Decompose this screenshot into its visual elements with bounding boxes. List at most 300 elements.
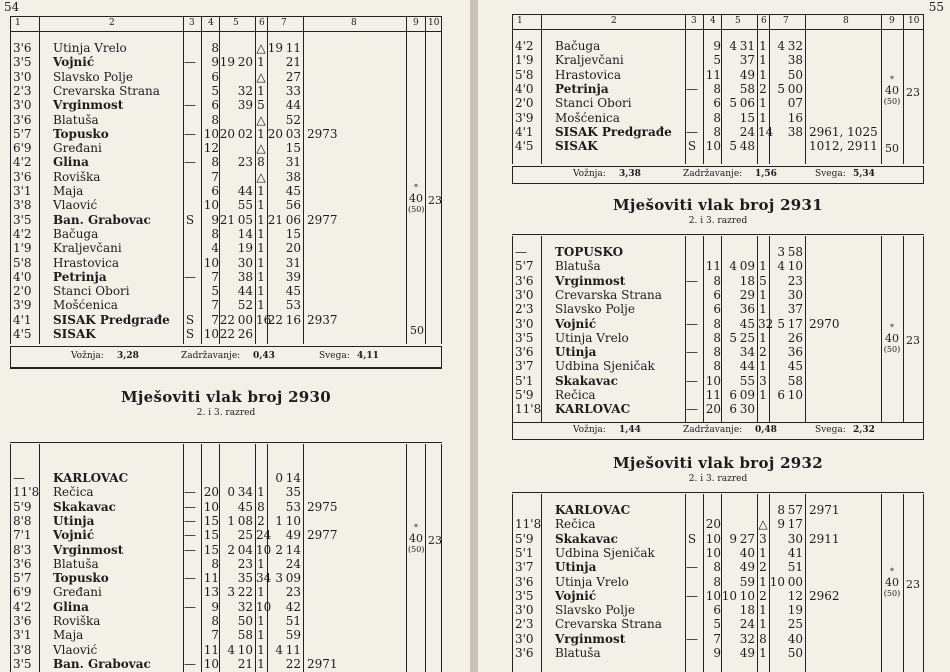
- cell-m7: 17: [787, 316, 803, 331]
- cell-flag: S: [185, 212, 195, 227]
- cell-m7: 38: [285, 169, 301, 184]
- cell-note: 2961, 1025: [809, 124, 878, 139]
- cell-m3: 5: [713, 617, 721, 632]
- cell-m5: 19: [237, 241, 253, 256]
- cell-flag: —: [184, 126, 196, 141]
- summary-stop: 0,48: [755, 425, 777, 435]
- cell-station: Mošćenica: [555, 110, 620, 125]
- cell-h4: 19: [219, 55, 235, 70]
- col-2: 2: [109, 18, 115, 28]
- table-row: [513, 275, 923, 288]
- cell-km: 2'3: [13, 83, 32, 98]
- cell-m5: 09: [739, 388, 755, 402]
- cell-km: 11'8: [515, 402, 542, 417]
- cell-station: Ban. Grabovac: [53, 656, 151, 671]
- table-row: [11, 314, 441, 327]
- cell-m3: 8: [211, 614, 219, 628]
- speed-limit: [883, 322, 901, 355]
- cell-s6: 1: [257, 198, 265, 213]
- cell-m3: 8: [211, 556, 219, 571]
- cell-m5: 52: [237, 298, 253, 313]
- table-row: [513, 633, 923, 646]
- cell-km: 5'9: [13, 499, 32, 514]
- cell-km: 3'0: [13, 69, 32, 84]
- cell-station: Maja: [53, 184, 84, 198]
- cell-station: Crevarska Strana: [555, 617, 662, 632]
- cell-h7: 5: [777, 316, 785, 331]
- cell-m7: 38: [787, 124, 803, 139]
- summary-stop: 1,56: [755, 169, 777, 179]
- cell-note: 2962: [809, 588, 840, 603]
- cell-m5: 49: [739, 560, 755, 575]
- table-row: [513, 533, 923, 546]
- cell-m5: 10: [739, 588, 755, 603]
- cell-m3: 8: [211, 226, 219, 241]
- page-number: 54: [4, 0, 20, 14]
- table-row: [11, 572, 441, 585]
- cell-h4: 6: [729, 388, 737, 402]
- summary-row: [512, 166, 924, 184]
- cell-station: KARLOVAC: [53, 471, 129, 485]
- cell-m3: 8: [713, 110, 721, 125]
- cell-km: 7'1: [13, 528, 32, 543]
- cell-m5: 24: [739, 124, 755, 139]
- cell-h4: 5: [729, 330, 737, 345]
- cell-s6: 1: [257, 126, 265, 141]
- cell-m3: 8: [713, 124, 721, 139]
- col-9: 9: [889, 16, 895, 26]
- cell-km: 11'8: [13, 485, 40, 500]
- col-7: 7: [783, 16, 789, 26]
- cell-m3: 8: [211, 155, 219, 170]
- speed-alt: (50): [408, 545, 425, 554]
- speed-end: 50: [885, 142, 899, 155]
- summary-label-stop: Zadržavanje:: [683, 169, 743, 179]
- cell-station: Vojnić: [555, 316, 597, 331]
- cell-m5: 09: [739, 259, 755, 274]
- cell-s6: 5: [257, 98, 265, 113]
- cell-m5: 18: [739, 273, 755, 288]
- cell-s6: 2: [759, 81, 767, 96]
- summary-row: [10, 346, 442, 368]
- speed-end: 50: [410, 324, 424, 337]
- cell-m3: 20: [705, 402, 721, 417]
- cell-m3: 11: [203, 571, 219, 586]
- train-title: Mješoviti vlak broj 2930: [120, 388, 332, 406]
- cell-station: Blatuša: [53, 556, 99, 571]
- table-row: [513, 260, 923, 273]
- cell-m3: 8: [713, 330, 721, 345]
- cell-station: SISAK Predgrađe: [53, 312, 170, 327]
- speed-star: *: [890, 323, 894, 332]
- cell-m3: 20: [705, 517, 721, 532]
- summary-run: 3,28: [117, 351, 139, 361]
- cell-m3: 7: [211, 628, 219, 643]
- cell-station: Topusko: [53, 571, 109, 586]
- table-row: [11, 257, 441, 270]
- cell-km: 4'2: [515, 39, 534, 53]
- cell-m3: 6: [713, 287, 721, 302]
- cell-s6: △: [256, 41, 266, 55]
- cell-km: 3'6: [515, 345, 534, 360]
- cell-h4: 4: [729, 259, 737, 274]
- table-row: [11, 601, 441, 614]
- cell-station: Slavsko Polje: [555, 603, 635, 618]
- col-6: 6: [259, 18, 265, 28]
- cell-m3: 15: [203, 542, 219, 557]
- speed-limit: [883, 74, 901, 107]
- cell-m5: 14: [237, 226, 253, 241]
- summary-label-total: Svega:: [319, 351, 350, 361]
- cell-flag: —: [184, 155, 196, 170]
- table-row: [11, 156, 441, 169]
- cell-km: 3'6: [13, 556, 32, 571]
- cell-m3: 20: [203, 485, 219, 500]
- cell-s6: 1: [257, 298, 265, 313]
- cell-m5: 02: [237, 126, 253, 141]
- cell-h4: 0: [227, 485, 235, 500]
- cell-s6: 1: [759, 302, 767, 317]
- table-row: [513, 140, 923, 153]
- cell-km: 3'9: [13, 298, 32, 313]
- cell-m3: 8: [713, 345, 721, 360]
- cell-station: Vojnić: [53, 55, 95, 70]
- cell-m7: 15: [285, 141, 301, 156]
- cell-m7: 36: [787, 345, 803, 360]
- cell-m5: 25: [237, 528, 253, 543]
- col-3: 3: [189, 18, 195, 28]
- cell-h7: 3: [777, 245, 785, 259]
- cell-s6: 1: [759, 67, 767, 82]
- cell-h4: 5: [729, 96, 737, 111]
- cell-km: 3'5: [13, 55, 32, 70]
- summary-total: 5,34: [853, 169, 875, 179]
- cell-h7: 21: [267, 212, 283, 227]
- cell-m3: 11: [705, 67, 721, 82]
- cell-s6: △: [256, 69, 266, 84]
- cell-station: Vrginmost: [53, 98, 124, 113]
- cell-note: 2971: [307, 656, 338, 671]
- cell-m7: 09: [285, 571, 301, 586]
- cell-station: Blatuša: [555, 646, 601, 660]
- cell-station: Utinja Vrelo: [555, 330, 629, 345]
- cell-km: 3'5: [515, 588, 534, 603]
- cell-h4: 20: [219, 126, 235, 141]
- cell-m5: 38: [237, 269, 253, 284]
- train-block: [512, 494, 924, 672]
- speed-alt: (50): [883, 97, 901, 106]
- cell-m7: 26: [787, 330, 803, 345]
- speed-limit: [408, 522, 424, 555]
- cell-s6: 1: [257, 226, 265, 241]
- table-row: [513, 246, 923, 259]
- table-row: [513, 69, 923, 82]
- cell-h7: 8: [777, 503, 785, 517]
- cell-station: KARLOVAC: [555, 503, 631, 517]
- cell-s6: 16: [256, 312, 272, 327]
- cell-station: Skakavac: [555, 531, 618, 546]
- cell-s6: 1: [257, 656, 265, 671]
- cell-s6: 3: [759, 531, 767, 546]
- cell-station: Blatuša: [53, 112, 99, 127]
- cell-m3: 6: [713, 603, 721, 618]
- train-title-block: [10, 388, 442, 418]
- cell-station: Udbina Sjeničak: [555, 545, 655, 560]
- cell-s6: 2: [759, 560, 767, 575]
- train-title-block: [512, 196, 924, 226]
- cell-km: 3'0: [515, 631, 534, 646]
- table-row: [11, 42, 441, 55]
- cell-m5: 06: [739, 96, 755, 111]
- cell-flag: —: [184, 542, 196, 557]
- cell-m7: 16: [285, 312, 301, 327]
- cell-station: Crevarska Strana: [53, 83, 160, 98]
- cell-station: Blatuša: [555, 259, 601, 274]
- cell-station: Petrinja: [53, 269, 107, 284]
- cell-station: SISAK: [555, 139, 598, 154]
- cell-km: 4'5: [515, 139, 534, 154]
- table-row: [513, 403, 923, 416]
- table-row: [11, 71, 441, 84]
- cell-m5: 08: [237, 513, 253, 528]
- col-1: 1: [517, 16, 523, 26]
- col-10: 10: [428, 18, 440, 28]
- col-3: 3: [691, 16, 697, 26]
- cell-m3: 7: [211, 312, 219, 327]
- cell-m3: 7: [713, 631, 721, 646]
- cell-h7: 10: [769, 574, 785, 589]
- cell-s6: 1: [257, 55, 265, 70]
- table-row: [11, 486, 441, 499]
- cell-s6: 8: [257, 499, 265, 514]
- summary-label-run: Vožnja:: [573, 425, 606, 435]
- cell-h4: 3: [227, 585, 235, 600]
- col-5: 5: [233, 18, 239, 28]
- table-row: [11, 85, 441, 98]
- cell-km: 4'5: [13, 327, 32, 341]
- cell-km: 2'3: [515, 302, 534, 317]
- table-row: [11, 501, 441, 514]
- col-4: 4: [208, 18, 214, 28]
- cell-s6: 1: [257, 241, 265, 256]
- cell-m3: 8: [713, 574, 721, 589]
- cell-m3: 8: [713, 81, 721, 96]
- cell-flag: —: [686, 81, 698, 96]
- cell-m3: 8: [211, 41, 219, 55]
- table-row: [513, 618, 923, 631]
- cell-station: Ban. Grabovac: [53, 212, 151, 227]
- summary-label-run: Vožnja:: [71, 351, 104, 361]
- cell-flag: —: [686, 373, 698, 388]
- cell-s6: 1: [759, 388, 767, 402]
- cell-station: Rečica: [555, 517, 596, 532]
- table-row: [513, 54, 923, 67]
- speed-value: 40: [885, 84, 899, 97]
- cell-s6: 24: [256, 528, 272, 543]
- cell-m3: 7: [211, 298, 219, 313]
- cell-s6: 1: [759, 646, 767, 660]
- cell-m5: 34: [739, 345, 755, 360]
- table-row: [11, 285, 441, 298]
- cell-s6: 10: [256, 599, 272, 614]
- cell-station: Maja: [53, 628, 84, 643]
- cell-station: Stanci Obori: [53, 284, 130, 299]
- table-row: [513, 576, 923, 589]
- cell-station: Glina: [53, 599, 89, 614]
- cell-s6: 1: [257, 614, 265, 628]
- cell-km: 4'2: [13, 155, 32, 170]
- summary-run: 1,44: [619, 425, 641, 435]
- cell-s6: 34: [256, 571, 272, 586]
- cell-m3: 7: [211, 169, 219, 184]
- cell-station: Utinja: [53, 513, 95, 528]
- cell-flag: —: [184, 513, 196, 528]
- cell-m7: 40: [787, 631, 803, 646]
- cell-m5: 04: [237, 542, 253, 557]
- cell-m3: 8: [713, 316, 721, 331]
- cell-km: 11'8: [515, 517, 542, 532]
- cell-km: 5'8: [13, 255, 32, 270]
- col10-value: 23: [906, 86, 920, 99]
- cell-m5: 40: [739, 545, 755, 560]
- cell-station: Petrinja: [555, 81, 609, 96]
- cell-m7: 50: [787, 67, 803, 82]
- cell-station: Topusko: [53, 126, 109, 141]
- cell-h4: 22: [219, 327, 235, 341]
- cell-m3: 11: [705, 259, 721, 274]
- summary-stop: 0,43: [253, 351, 275, 361]
- table-row: [513, 40, 923, 53]
- cell-m7: 10: [787, 388, 803, 402]
- cell-m5: 29: [739, 287, 755, 302]
- table-row: [513, 561, 923, 574]
- cell-m7: 45: [285, 284, 301, 299]
- cell-m3: 6: [713, 302, 721, 317]
- cell-s6: △: [256, 112, 266, 127]
- cell-m7: 10: [787, 259, 803, 274]
- cell-flag: —: [184, 485, 196, 500]
- cell-km: 4'1: [13, 312, 32, 327]
- cell-m3: 12: [203, 141, 219, 156]
- cell-station: KARLOVAC: [555, 402, 631, 417]
- cell-s6: 1: [257, 255, 265, 270]
- cell-s6: 1: [759, 259, 767, 274]
- cell-m3: 11: [203, 642, 219, 657]
- table-row: [513, 375, 923, 388]
- cell-station: Kraljevčani: [555, 53, 624, 68]
- cell-m3: 10: [705, 139, 721, 154]
- speed-limit: [408, 182, 424, 215]
- cell-station: Utinja: [555, 345, 597, 360]
- cell-km: 3'6: [13, 41, 32, 55]
- table-row: [513, 289, 923, 302]
- cell-m5: 44: [739, 359, 755, 374]
- cell-m7: 31: [285, 155, 301, 170]
- table-row: [513, 318, 923, 331]
- cell-station: Vrginmost: [555, 631, 626, 646]
- cell-m3: 9: [713, 646, 721, 660]
- cell-station: Hrastovica: [555, 67, 622, 82]
- cell-km: 5'9: [515, 531, 534, 546]
- table-row: [513, 126, 923, 139]
- cell-m7: 53: [285, 298, 301, 313]
- cell-h7: 9: [777, 517, 785, 532]
- cell-m7: 39: [285, 269, 301, 284]
- summary-label-stop: Zadržavanje:: [181, 351, 241, 361]
- cell-km: 1'9: [13, 241, 32, 256]
- train-title: Mješoviti vlak broj 2931: [612, 196, 824, 214]
- cell-station: Hrastovica: [53, 255, 120, 270]
- cell-flag: —: [184, 599, 196, 614]
- cell-h7: 5: [777, 81, 785, 96]
- cell-m7: 44: [285, 98, 301, 113]
- cell-flag: —: [686, 124, 698, 139]
- cell-note: 2973: [307, 126, 338, 141]
- table-row: [11, 99, 441, 112]
- cell-m7: 45: [787, 359, 803, 374]
- cell-km: 3'8: [13, 642, 32, 657]
- cell-km: 4'0: [13, 269, 32, 284]
- cell-flag: S: [687, 531, 697, 546]
- cell-km: 3'6: [515, 273, 534, 288]
- cell-h7: 6: [777, 388, 785, 402]
- cell-m7: 57: [787, 503, 803, 517]
- speed-value: 40: [885, 576, 899, 589]
- cell-m7: 21: [285, 55, 301, 70]
- cell-m3: 10: [203, 499, 219, 514]
- cell-h7: 4: [275, 642, 283, 657]
- cell-m5: 26: [237, 327, 253, 341]
- cell-m7: 25: [787, 617, 803, 632]
- cell-station: Gređani: [53, 141, 102, 156]
- cell-s6: 1: [759, 53, 767, 68]
- cell-m3: 9: [713, 39, 721, 53]
- cell-s6: 8: [257, 155, 265, 170]
- table-row: [11, 199, 441, 212]
- cell-m7: 52: [285, 112, 301, 127]
- cell-s6: 1: [257, 184, 265, 198]
- cell-note: 2937: [307, 312, 338, 327]
- table-row: [513, 112, 923, 125]
- cell-km: 6'9: [13, 141, 32, 156]
- cell-km: 5'1: [515, 373, 534, 388]
- cell-h4: 21: [219, 212, 235, 227]
- cell-m3: 9: [211, 55, 219, 70]
- cell-station: Glina: [53, 155, 89, 170]
- cell-km: 5'1: [515, 545, 534, 560]
- cell-m7: 42: [285, 599, 301, 614]
- cell-m7: 56: [285, 198, 301, 213]
- cell-m5: 32: [739, 631, 755, 646]
- train-class: 2. i 3. razred: [688, 216, 748, 226]
- col-10: 10: [908, 16, 920, 26]
- cell-m7: 37: [787, 302, 803, 317]
- cell-flag: —: [184, 269, 196, 284]
- cell-km: 5'7: [13, 571, 32, 586]
- speed-alt: (50): [883, 589, 901, 598]
- cell-m7: 17: [787, 517, 803, 532]
- cell-km: 1'9: [515, 53, 534, 68]
- cell-m7: 38: [787, 53, 803, 68]
- cell-m7: 06: [285, 212, 301, 227]
- cell-km: 8'3: [13, 542, 32, 557]
- cell-km: 3'1: [13, 184, 32, 198]
- cell-km: 3'0: [515, 603, 534, 618]
- cell-m5: 21: [237, 656, 253, 671]
- cell-s6: 14: [758, 124, 774, 139]
- cell-flag: S: [185, 327, 195, 341]
- cell-m3: 10: [203, 327, 219, 341]
